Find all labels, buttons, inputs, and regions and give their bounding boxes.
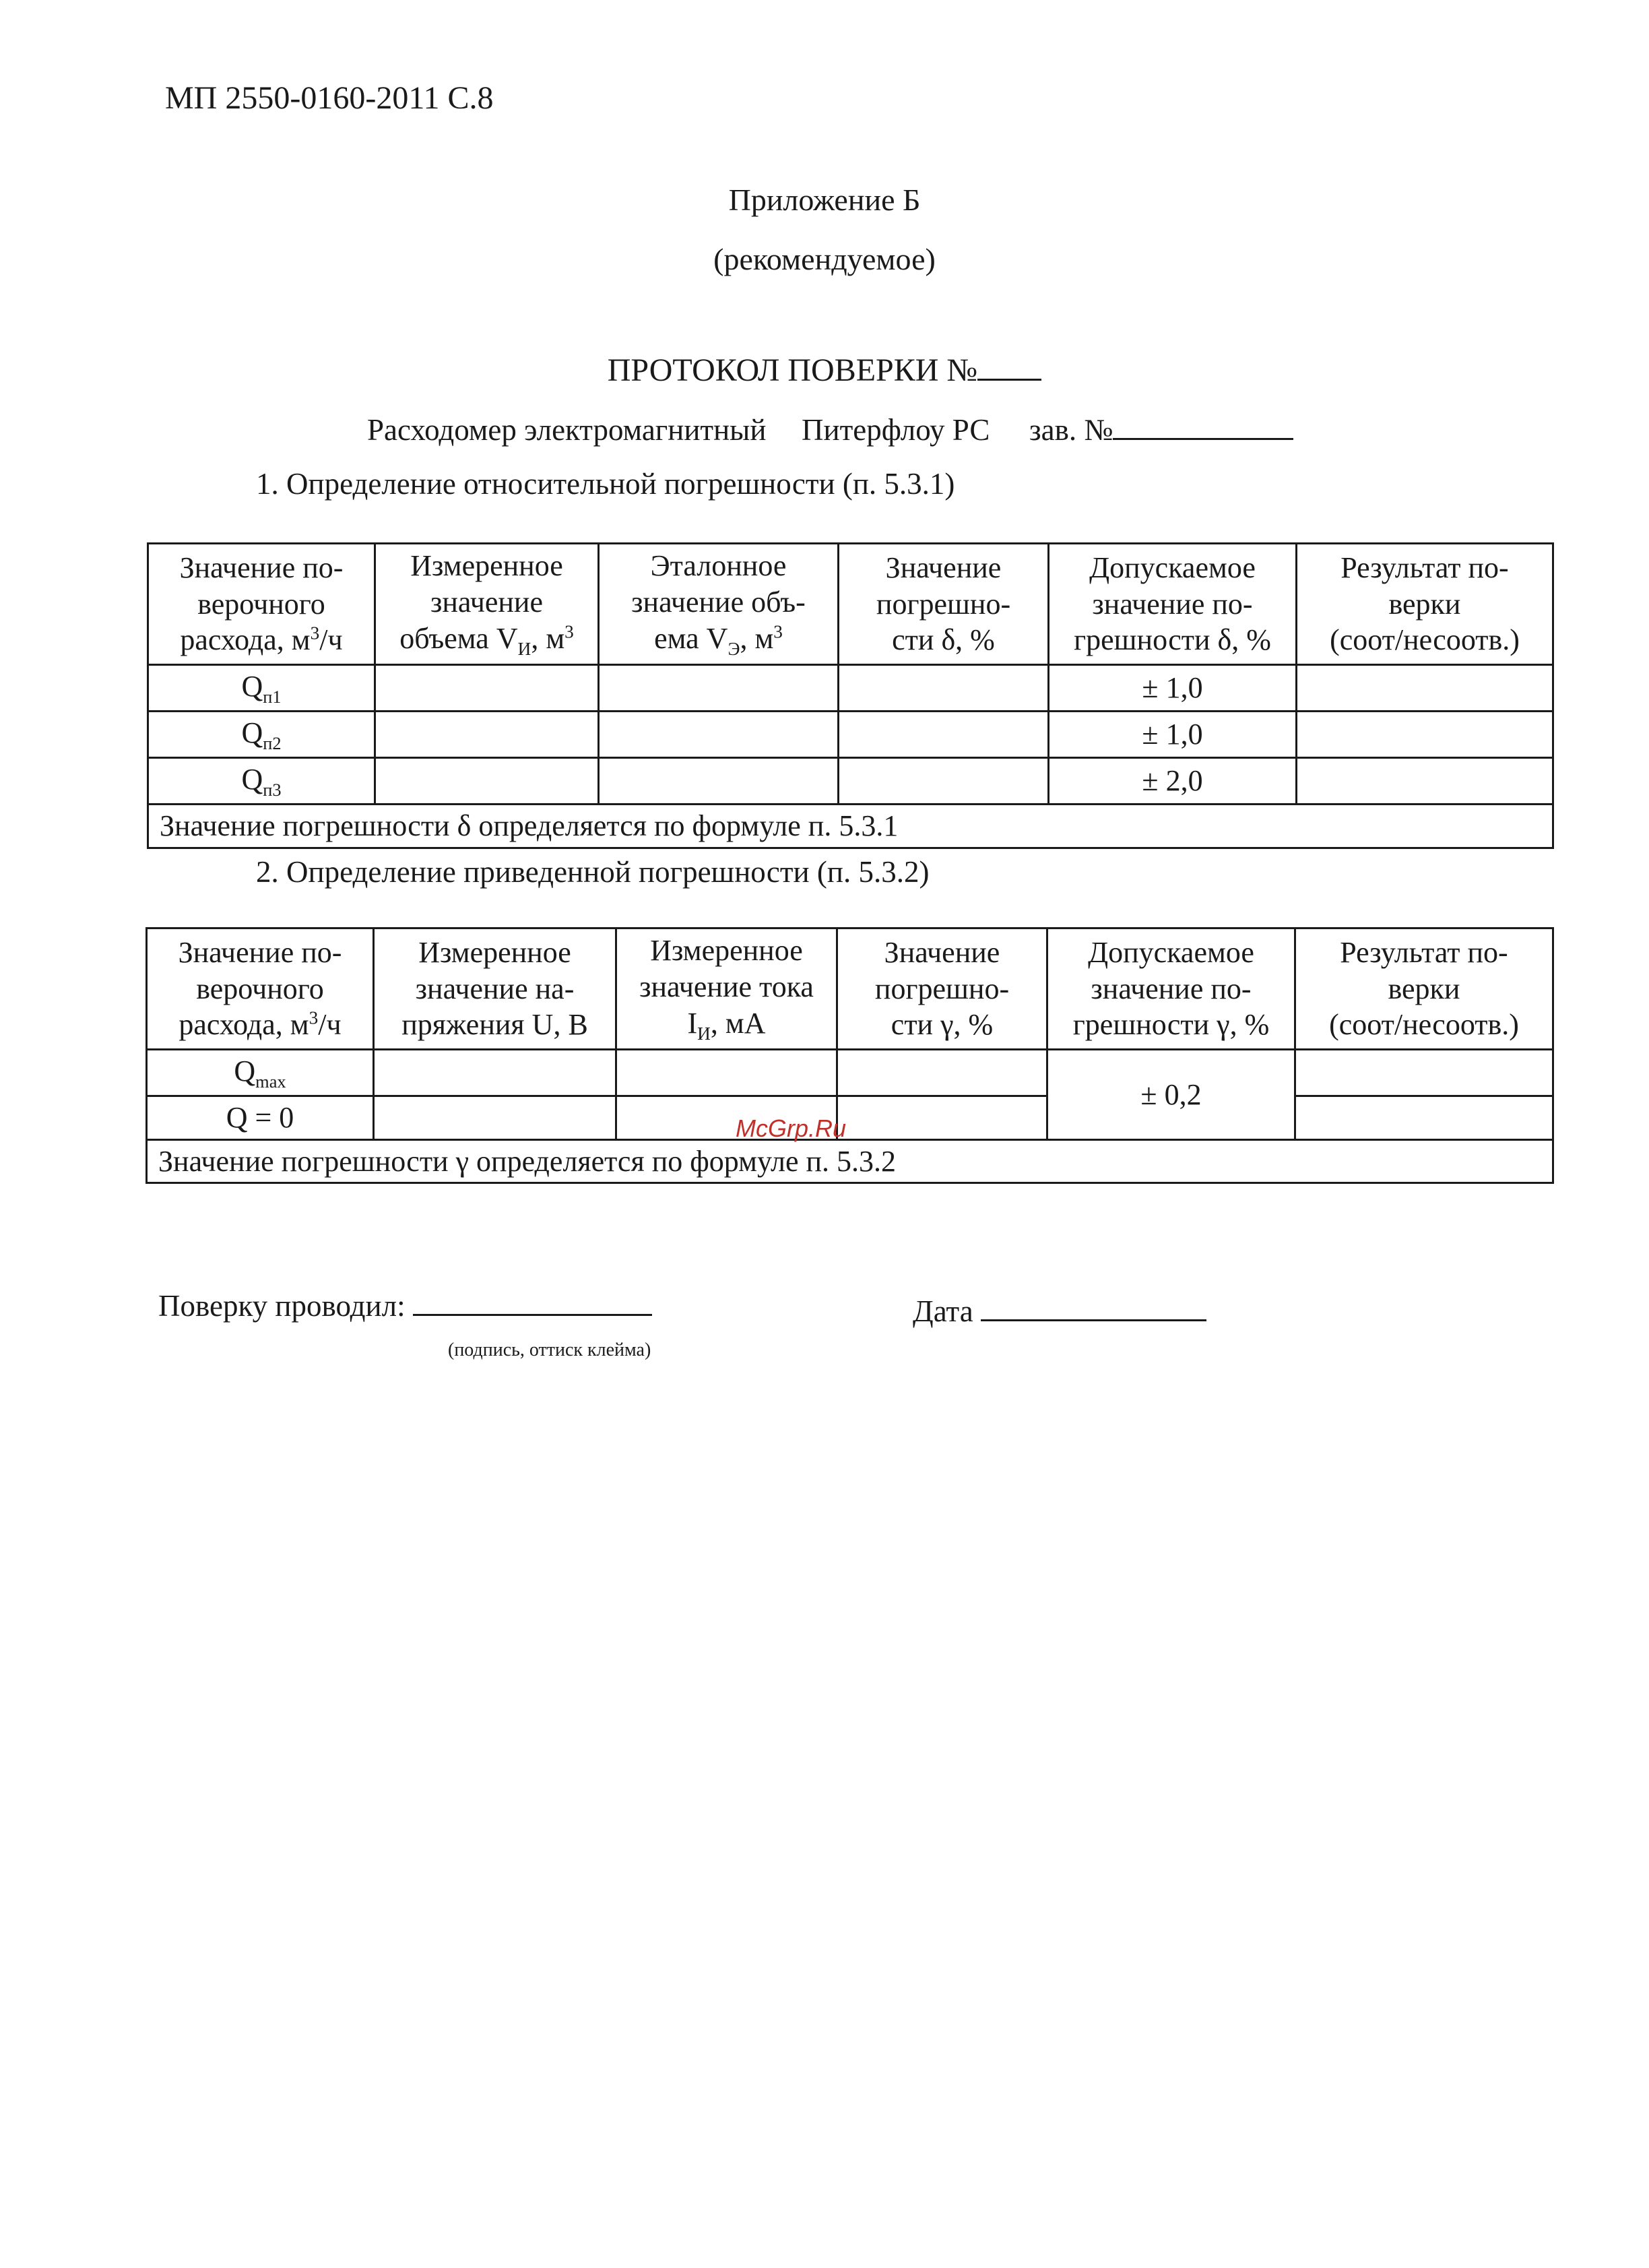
appendix-title: Приложение Б xyxy=(728,183,921,217)
document-reference: МП 2550-0160-2011 С.8 xyxy=(165,80,494,116)
error-value-cell[interactable] xyxy=(837,1050,1047,1096)
allowed-error-cell: ± 2,0 xyxy=(1049,758,1297,805)
header-error-value: Значение погрешно- сти δ, % xyxy=(839,544,1049,665)
table-note-row xyxy=(147,1139,1553,1183)
header-reference-volume: Эталонное значение объ- ема $V_Э$, $м^3$ xyxy=(599,544,839,665)
flow-label: $Q_{max}$ xyxy=(147,1050,374,1096)
error-value-cell[interactable] xyxy=(839,665,1049,712)
verified-by-line xyxy=(158,1286,652,1323)
serial-number-blank xyxy=(1113,410,1293,440)
allowed-error-cell: ± 1,0 xyxy=(1049,712,1297,758)
flow-label: $Q_{п2}$ xyxy=(148,712,375,758)
allowed-error-cell: ± 0,2 xyxy=(1047,1050,1295,1140)
result-cell[interactable] xyxy=(1297,712,1553,758)
formula-note: Значение погрешности γ определяется по формуле п. 5.3.2 xyxy=(147,1139,1553,1183)
measured-current-cell[interactable] xyxy=(616,1050,837,1096)
measured-voltage-cell[interactable] xyxy=(374,1050,616,1096)
error-value-cell[interactable] xyxy=(839,758,1049,805)
date-label: Дата xyxy=(913,1294,973,1328)
result-cell[interactable] xyxy=(1297,758,1553,805)
verified-by-label: Поверку проводил: xyxy=(158,1289,406,1323)
table-note-row xyxy=(148,805,1553,848)
reference-volume-cell[interactable] xyxy=(599,665,839,712)
measured-volume-cell[interactable] xyxy=(375,712,599,758)
date-line xyxy=(913,1291,1206,1329)
table-row xyxy=(148,665,1553,712)
section2-title: 2. Определение приведенной погрешности (п. 5.3.2) xyxy=(256,855,930,889)
table-row xyxy=(148,712,1553,758)
table-header-row xyxy=(147,928,1553,1050)
reference-volume-cell[interactable] xyxy=(599,712,839,758)
header-allowed-error: Допускаемое значение по- грешности γ, % xyxy=(1047,928,1295,1050)
serial-label: зав. № xyxy=(1029,413,1113,447)
flow-label: $Q_{п3}$ xyxy=(148,758,375,805)
header-measured-current: Измеренное значение тока $I_И$, мА xyxy=(616,928,837,1050)
protocol-number-blank xyxy=(977,350,1041,381)
allowed-error-cell: ± 1,0 xyxy=(1049,665,1297,712)
error-value-cell[interactable] xyxy=(839,712,1049,758)
table-row xyxy=(148,758,1553,805)
header-result: Результат по- верки (соот/несоотв.) xyxy=(1297,544,1553,665)
header-flow-value: Значение по- верочного расхода, $м^3/ч$ xyxy=(148,544,375,665)
date-blank[interactable] xyxy=(981,1291,1206,1321)
header-flow-value: Значение по- верочного расхода, $м^3/ч$ xyxy=(147,928,374,1050)
header-allowed-error: Допускаемое значение по- грешности δ, % xyxy=(1049,544,1297,665)
header-error-value: Значение погрешно- сти γ, % xyxy=(837,928,1047,1050)
table-row xyxy=(147,1050,1553,1096)
device-line xyxy=(367,410,1293,447)
section1-title: 1. Определение относительной погрешности (п. 5.3.1) xyxy=(256,467,955,501)
header-measured-voltage: Измеренное значение на- пряжения U, В xyxy=(374,928,616,1050)
device-model: Питерфлоу РС xyxy=(802,413,990,447)
watermark-text: McGrp.Ru xyxy=(736,1114,847,1142)
table-header-row xyxy=(148,544,1553,665)
result-cell[interactable] xyxy=(1295,1050,1553,1096)
measured-voltage-cell[interactable] xyxy=(374,1096,616,1140)
device-name: Расходомер электромагнитный xyxy=(367,413,767,447)
reduced-error-table xyxy=(146,927,1554,1184)
table-row xyxy=(147,1096,1553,1140)
protocol-title-text: ПРОТОКОЛ ПОВЕРКИ № xyxy=(607,352,978,388)
measured-volume-cell[interactable] xyxy=(375,665,599,712)
formula-note: Значение погрешности δ определяется по формуле п. 5.3.1 xyxy=(148,805,1553,848)
reference-volume-cell[interactable] xyxy=(599,758,839,805)
flow-label: $Q_{п1}$ xyxy=(148,665,375,712)
header-result: Результат по- верки (соот/несоотв.) xyxy=(1295,928,1553,1050)
flow-label: Q = 0 xyxy=(147,1096,374,1140)
header-measured-volume: Измеренное значение объема $V_И$, $м^3$ xyxy=(375,544,599,665)
relative-error-table xyxy=(147,542,1554,849)
result-cell[interactable] xyxy=(1295,1096,1553,1140)
signature-caption: (подпись, оттиск клейма) xyxy=(448,1340,651,1360)
result-cell[interactable] xyxy=(1297,665,1553,712)
error-value-cell[interactable] xyxy=(837,1096,1047,1140)
protocol-title xyxy=(0,350,1649,389)
signature-blank[interactable] xyxy=(413,1286,652,1316)
appendix-subtitle: (рекомендуемое) xyxy=(713,242,936,276)
measured-volume-cell[interactable] xyxy=(375,758,599,805)
